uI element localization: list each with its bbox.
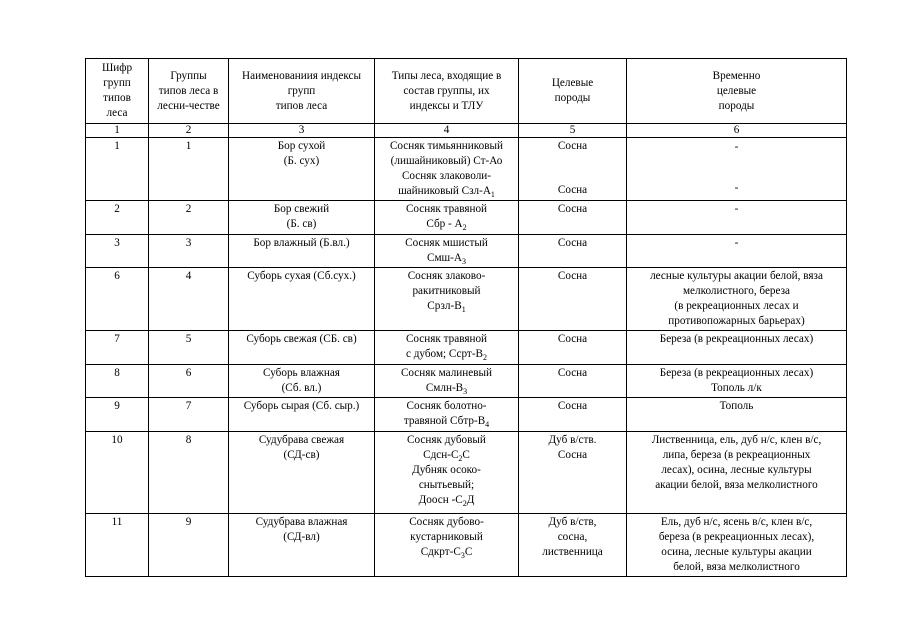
- cell-code: 7: [86, 331, 149, 365]
- cell-name-line: (СД-вл): [283, 531, 320, 543]
- forest-type-line: Доосн $-С_2Д$: [418, 494, 475, 509]
- cell-name: [229, 432, 375, 514]
- cell-temporary: [627, 268, 847, 331]
- cell-name-line: Суборь сырая (Сб. сыр.): [243, 400, 360, 412]
- header-row: [86, 59, 847, 124]
- column-number: 5: [519, 124, 627, 138]
- cell-name: [229, 331, 375, 365]
- cell-temporary: [627, 138, 847, 201]
- table-row: [86, 432, 847, 514]
- cell-code: 11: [86, 514, 149, 577]
- cell-group: 1: [149, 138, 229, 201]
- forest-type-line: Сосняк малиневый: [400, 367, 493, 379]
- cell-target-line: Сосна: [557, 400, 588, 412]
- cell-target-line: Сосна: [557, 270, 588, 282]
- cell-name-line: Бор сухой: [277, 140, 326, 152]
- cell-temporary-line: мелколистного, береза: [682, 285, 791, 297]
- forest-type-line: Сосняк злаково-: [407, 270, 486, 282]
- forest-type-line: Сосняк травяной: [405, 203, 488, 215]
- cell-temporary-line: -: [734, 141, 739, 153]
- column-number: 3: [229, 124, 375, 138]
- table-row: [86, 365, 847, 398]
- table-body: [86, 138, 847, 577]
- cell-temporary-line: акации белой, вяза мелколистного: [655, 479, 818, 491]
- table-row: [86, 331, 847, 365]
- cell-temporary-line: -: [734, 203, 739, 215]
- cell-temporary-line: лесах), осина, лесные культуры: [661, 464, 812, 476]
- table-row: [86, 138, 847, 201]
- cell-name-line: (Б. сух): [283, 155, 320, 167]
- cell-target-line: Сосна: [557, 140, 588, 152]
- table-row: [86, 201, 847, 235]
- cell-types: [375, 201, 519, 235]
- cell-temporary: [627, 201, 847, 235]
- cell-group: 3: [149, 235, 229, 268]
- cell-name-line: Суборь влажная: [263, 367, 340, 379]
- cell-temporary-line: Тополь: [719, 400, 754, 412]
- cell-types: [375, 235, 519, 268]
- cell-group: 5: [149, 331, 229, 365]
- cell-temporary-line: липа, береза (в рекреационных: [662, 449, 811, 461]
- cell-temporary-line: Береза (в рекреационных лесах): [659, 367, 814, 379]
- cell-temporary-line: осина, лесные культуры акации: [661, 546, 812, 558]
- cell-types: [375, 138, 519, 201]
- cell-target-line: Дуб в/ств.: [548, 434, 597, 446]
- cell-name: [229, 365, 375, 398]
- forest-type-line: Сосняк мшистый: [405, 237, 488, 249]
- cell-temporary-line: Тополь л/к: [711, 382, 762, 394]
- forest-type-line: травяной Сбтр-$В_4$: [403, 415, 490, 430]
- cell-name-line: Суборь свежая (СБ. св): [246, 333, 357, 345]
- cell-target: [519, 398, 627, 432]
- cell-temporary-line: -: [734, 182, 739, 194]
- forest-type-line: Смлн-$В_3$: [425, 382, 468, 397]
- cell-types: [375, 331, 519, 365]
- cell-target-line: Сосна: [557, 203, 588, 215]
- cell-code: 3: [86, 235, 149, 268]
- cell-name-line: (СД-св): [283, 449, 320, 461]
- cell-target-line: лиственница: [542, 546, 603, 558]
- cell-target: [519, 235, 627, 268]
- forest-type-line: Сосняк болотно-: [406, 400, 487, 412]
- forest-type-line: ракитниковый: [412, 285, 481, 297]
- forest-type-line: Сосняк дубовый: [407, 434, 486, 446]
- cell-group: 8: [149, 432, 229, 514]
- cell-temporary: [627, 514, 847, 577]
- cell-target: [519, 268, 627, 331]
- cell-types: [375, 514, 519, 577]
- cell-name-line: (Б. св): [286, 218, 317, 230]
- table-row: [86, 235, 847, 268]
- cell-name-line: Бор свежий: [273, 203, 330, 215]
- cell-types: [375, 398, 519, 432]
- forest-type-line: Срзл-$В_1$: [427, 300, 466, 315]
- column-number: 4: [375, 124, 519, 138]
- cell-types: [375, 268, 519, 331]
- cell-temporary: [627, 331, 847, 365]
- cell-code: 9: [86, 398, 149, 432]
- cell-target-line: Сосна: [557, 333, 588, 345]
- cell-temporary-line: белой, вяза мелколистного: [673, 561, 800, 573]
- cell-target-line: Сосна: [557, 449, 588, 461]
- cell-target-line: Сосна: [557, 367, 588, 379]
- cell-temporary: [627, 432, 847, 514]
- cell-name: [229, 138, 375, 201]
- cell-code: 1: [86, 138, 149, 201]
- forest-type-line: снытьевый;: [418, 479, 475, 491]
- cell-target-line: Сосна: [557, 237, 588, 249]
- cell-types: [375, 432, 519, 514]
- forest-type-line: Сосняк злаковоли-: [401, 170, 492, 182]
- cell-temporary-line: Лиственница, ель, дуб н/с, клен в/с,: [651, 434, 822, 446]
- cell-temporary: [627, 398, 847, 432]
- cell-temporary-line: (в рекреационных лесах и: [674, 300, 799, 312]
- forest-type-line: кустарниковый: [410, 531, 483, 543]
- table-row: [86, 268, 847, 331]
- cell-temporary-line: противопожарных барьерах): [668, 315, 805, 327]
- forest-type-line: Смш-$А_3$: [427, 252, 466, 267]
- cell-name: [229, 201, 375, 235]
- header-target: Целевые породы: [519, 59, 627, 124]
- header-types: Типы леса, входящие в состав группы, их индексы и ТЛУ: [375, 59, 519, 124]
- cell-group: 2: [149, 201, 229, 235]
- cell-name: [229, 268, 375, 331]
- cell-target-line: сосна,: [557, 531, 588, 543]
- header-name: Наименованиия индексы групп типов леса: [229, 59, 375, 124]
- cell-temporary-line: -: [734, 237, 739, 249]
- column-number: 2: [149, 124, 229, 138]
- forest-type-line: Сосняк тимьянниковый: [389, 140, 504, 152]
- cell-code: 8: [86, 365, 149, 398]
- forest-type-line: Сбр - $А_2$: [426, 218, 467, 233]
- cell-name-line: Бор влажный (Б.вл.): [253, 237, 350, 249]
- column-number: 1: [86, 124, 149, 138]
- cell-types: [375, 365, 519, 398]
- cell-target: [519, 365, 627, 398]
- cell-group: 9: [149, 514, 229, 577]
- cell-name-line: Судубрава свежая: [258, 434, 345, 446]
- cell-target: [519, 201, 627, 235]
- forest-type-line: Дубняк осоко-: [412, 464, 481, 476]
- cell-temporary: [627, 365, 847, 398]
- cell-code: 6: [86, 268, 149, 331]
- forest-type-line: Сосняк дубово-: [409, 516, 484, 528]
- cell-code: 10: [86, 432, 149, 514]
- forest-type-line: Сосняк травяной: [405, 333, 488, 345]
- cell-target: [519, 514, 627, 577]
- cell-name-line: Суборь сухая (Сб.сух.): [247, 270, 356, 282]
- cell-name-line: (Сб. вл.): [281, 382, 322, 394]
- forest-type-line: шайниковый Сзл-$А_1$: [398, 185, 495, 200]
- header-code: Шифр групп типов леса: [86, 59, 149, 124]
- column-number: 6: [627, 124, 847, 138]
- forest-type-line: Сдкрт-$С_3С$: [420, 546, 473, 561]
- cell-temporary-line: Ель, дуб н/с, ясень в/с, клен в/с,: [660, 516, 813, 528]
- cell-name: [229, 398, 375, 432]
- cell-name-line: Судубрава влажная: [255, 516, 348, 528]
- cell-temporary-line: Береза (в рекреационных лесах): [659, 333, 814, 345]
- header-group: Группы типов леса в лесни-честве: [149, 59, 229, 124]
- cell-target-line: Сосна: [557, 184, 588, 196]
- table-row: [86, 398, 847, 432]
- forest-type-line: Сдсн-$С_2С$: [423, 449, 470, 464]
- cell-temporary: [627, 235, 847, 268]
- cell-code: 2: [86, 201, 149, 235]
- cell-target: [519, 331, 627, 365]
- forest-types-table: [85, 58, 847, 577]
- cell-name: [229, 514, 375, 577]
- cell-group: 4: [149, 268, 229, 331]
- cell-target: [519, 432, 627, 514]
- cell-group: 7: [149, 398, 229, 432]
- header-temporary: Временно целевые породы: [627, 59, 847, 124]
- cell-name: [229, 235, 375, 268]
- column-number-row: [86, 124, 847, 138]
- cell-group: 6: [149, 365, 229, 398]
- cell-target-line: Дуб в/ств,: [548, 516, 597, 528]
- cell-temporary-line: береза (в рекреационных лесах),: [658, 531, 815, 543]
- forest-type-line: с дубом; Ссрт-$В_2$: [405, 348, 488, 363]
- forest-type-line: (лишайниковый) Ст-Ао: [390, 155, 503, 167]
- cell-target: [519, 138, 627, 201]
- cell-temporary-line: лесные культуры акации белой, вяза: [650, 270, 823, 282]
- table-row: [86, 514, 847, 577]
